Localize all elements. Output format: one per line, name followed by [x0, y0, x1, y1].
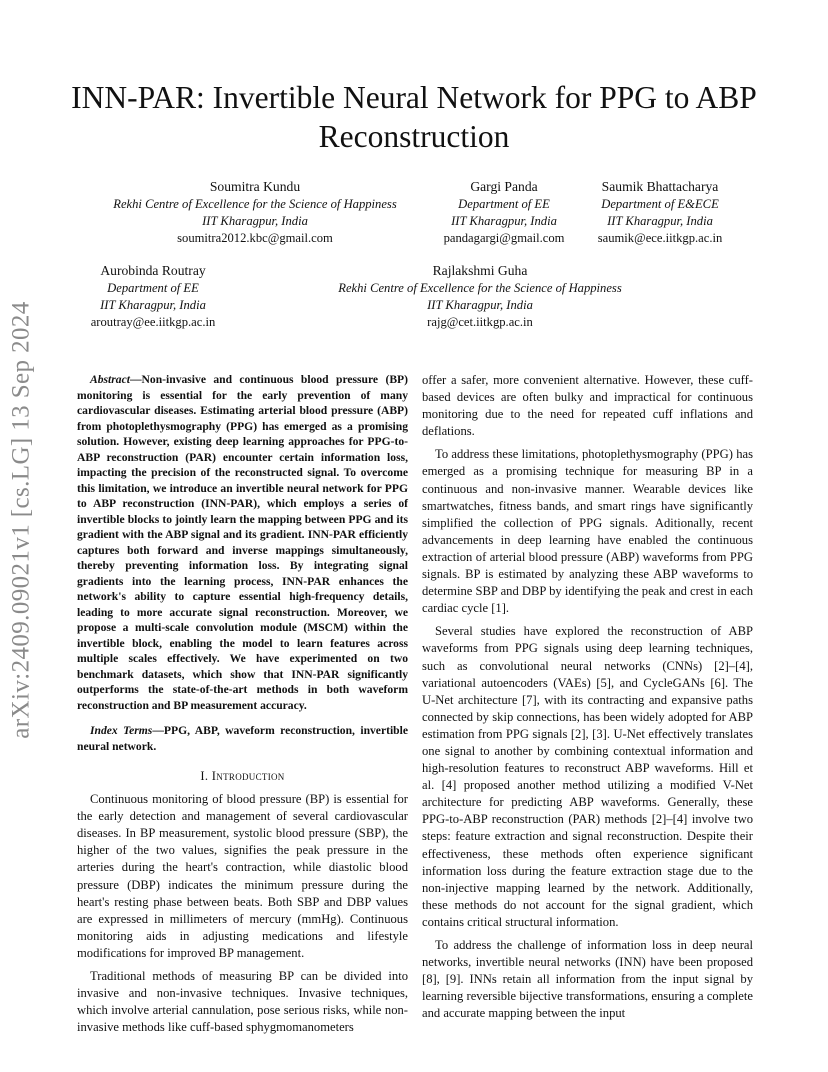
- author-block: [315, 261, 645, 331]
- author-affiliation: Rekhi Centre of Excellence for the Science of Happiness: [113, 197, 397, 211]
- author-institution: IIT Kharagpur, India: [427, 298, 533, 312]
- body-paragraph: offer a safer, more convenient alternative. However, these cuff-based devices are often bulky and impractical for continuous monitoring due to the need for repeated cuff inflations and deflations.: [422, 373, 753, 439]
- author-block: [430, 177, 578, 247]
- author-affiliation: Department of EE: [458, 197, 550, 211]
- author-email[interactable]: soumitra2012.kbc@gmail.com: [177, 231, 333, 245]
- author-block: [68, 261, 238, 331]
- index-terms: [77, 723, 408, 754]
- author-email[interactable]: rajg@cet.iitkgp.ac.in: [427, 315, 533, 329]
- right-column: [422, 372, 753, 1028]
- author-name: Rajlakshmi Guha: [432, 263, 528, 278]
- author-affiliation: Rekhi Centre of Excellence for the Science of Happiness: [338, 281, 622, 295]
- author-affiliation: Department of E&ECE: [601, 197, 719, 211]
- arxiv-id: arXiv:2409.09021v1 [cs.LG] 13 Sep 2024: [8, 301, 35, 739]
- abstract-text: —Non-invasive and continuous blood pressure (BP) monitoring is essential for the early prevention of many cardiovascular diseases. Estimating arterial blood pressure (ABP) from photoplethysmography (PPG) has emerged as a promising solution. However, existing deep learning approaches for PPG-to-ABP reconstruction (PAR) encounter certain information loss, impacting the precision of the reconstructed signal. To overcome this limitation, we introduce an invertible neural network for PPG to ABP reconstruction (INN-PAR), which employs a series of invertible blocks to jointly learn the mapping between PPG and its gradient with the ABP signal and its gradient. INN-PAR efficiently captures both forward and inverse mappings simultaneously, thereby preventing information loss. By integrating signal gradients into the learning process, INN-PAR enhances the network's ability to capture essential high-frequency details, leading to more accurate signal reconstruction. Moreover, we propose a multi-scale convolution module (MSCM) within the invertible block, enabling the model to learn features across multiple scales effectively. We have experimented on two benchmark datasets, which show that INN-PAR significantly outperforms the state-of-the-art methods in both waveform reconstruction and BP measurement accuracy.: [77, 373, 408, 712]
- author-institution: IIT Kharagpur, India: [451, 214, 557, 228]
- author-affiliation: Department of EE: [107, 281, 199, 295]
- author-institution: IIT Kharagpur, India: [607, 214, 713, 228]
- body-paragraph: Several studies have explored the reconstruction of ABP waveforms from PPG signals using deep learning techniques, such as convolutional neural networks (CNNs) [2]–[4], variational autoencoders (VAEs) [5], and CycleGANs [6]. The U-Net architecture [7], with its contracting and expansive paths connected by skip connections, has been widely adopted for ABP estimation from PPG signals [2], [3]. U-Net effectively translates one signal to another by combining contextual information and high-resolution features to reconstruct ABP waveforms. Hill et al. [4] proposed another method utilizing a modified V-Net architecture for predicting ABP waveforms. Generally, these PPG-to-ABP reconstruction (PAR) methods [2]–[4] involve two steps: feature extraction and signal reconstruction. Despite their effectiveness, these methods often experience significant information loss during the feature extraction stage due to the non-injective mapping learned by the network. Additionally, these methods do not account for the signal gradient, which contains critical structural information.: [422, 624, 753, 929]
- left-column: [77, 372, 408, 1042]
- index-terms-label: Index Terms: [90, 724, 153, 737]
- arxiv-stamp: [2, 280, 42, 760]
- abstract-label: Abstract: [90, 373, 130, 386]
- body-paragraph: To address these limitations, photoplethysmography (PPG) has emerged as a promising technique for measuring BP in a continuous and non-invasive manner. Wearable devices like smartwatches, fitness bands, and smart rings have significantly simplified the collection of PPG signals. Aditionally, recent advancements in deep learning have enabled the continuous extraction of arterial blood pressure (ABP) waveforms from PPG signals. BP is estimated by analyzing these ABP waveforms to determine SBP and DBP by identifying the peak and crest in each cardiac cycle [1].: [422, 447, 753, 616]
- author-name: Gargi Panda: [470, 179, 538, 194]
- section-heading: I. Introduction: [200, 769, 285, 783]
- index-terms-text: —PPG, ABP, waveform reconstruction, invertible neural network.: [77, 724, 408, 753]
- abstract: [77, 372, 408, 713]
- author-name: Saumik Bhattacharya: [601, 179, 719, 194]
- author-block: [95, 177, 415, 247]
- author-name: Aurobinda Routray: [100, 263, 206, 278]
- body-paragraph: To address the challenge of information loss in deep neural networks, invertible neural networks (INN) have been proposed [8], [9]. INNs retain all information from the input signal by learning reversible bijective transformations, ensuring a complete and accurate mapping between the input: [422, 938, 753, 1021]
- author-institution: IIT Kharagpur, India: [202, 214, 308, 228]
- author-institution: IIT Kharagpur, India: [100, 298, 206, 312]
- paper-title: INN-PAR: Invertible Neural Network for PPG to ABP Reconstruction: [71, 80, 757, 154]
- author-email[interactable]: saumik@ece.iitkgp.ac.in: [597, 231, 723, 245]
- body-paragraph: Traditional methods of measuring BP can be divided into invasive and non-invasive techniques. Invasive techniques, which involve arterial cannulation, pose serious risks, while non-invasive methods like cuff-based sphygmomanometers: [77, 969, 408, 1035]
- body-paragraph: Continuous monitoring of blood pressure (BP) is essential for the early detection and management of several cardiovascular diseases. In BP measurement, systolic blood pressure (SBP), the higher of the two values, signifies the peak pressure in the arteries during the heart's contraction, while diastolic blood pressure (DBP) indicates the minimum pressure during the heart's resting phase between beats. Both SBP and DBP values are expressed in millimeters of mercury (mmHg). Continuous monitoring aids in adjusting medications and lifestyle modifications for improved BP management.: [77, 792, 408, 960]
- author-block: [585, 177, 735, 247]
- author-email[interactable]: aroutray@ee.iitkgp.ac.in: [90, 315, 216, 329]
- author-email[interactable]: pandagargi@gmail.com: [443, 231, 565, 245]
- author-name: Soumitra Kundu: [209, 179, 301, 194]
